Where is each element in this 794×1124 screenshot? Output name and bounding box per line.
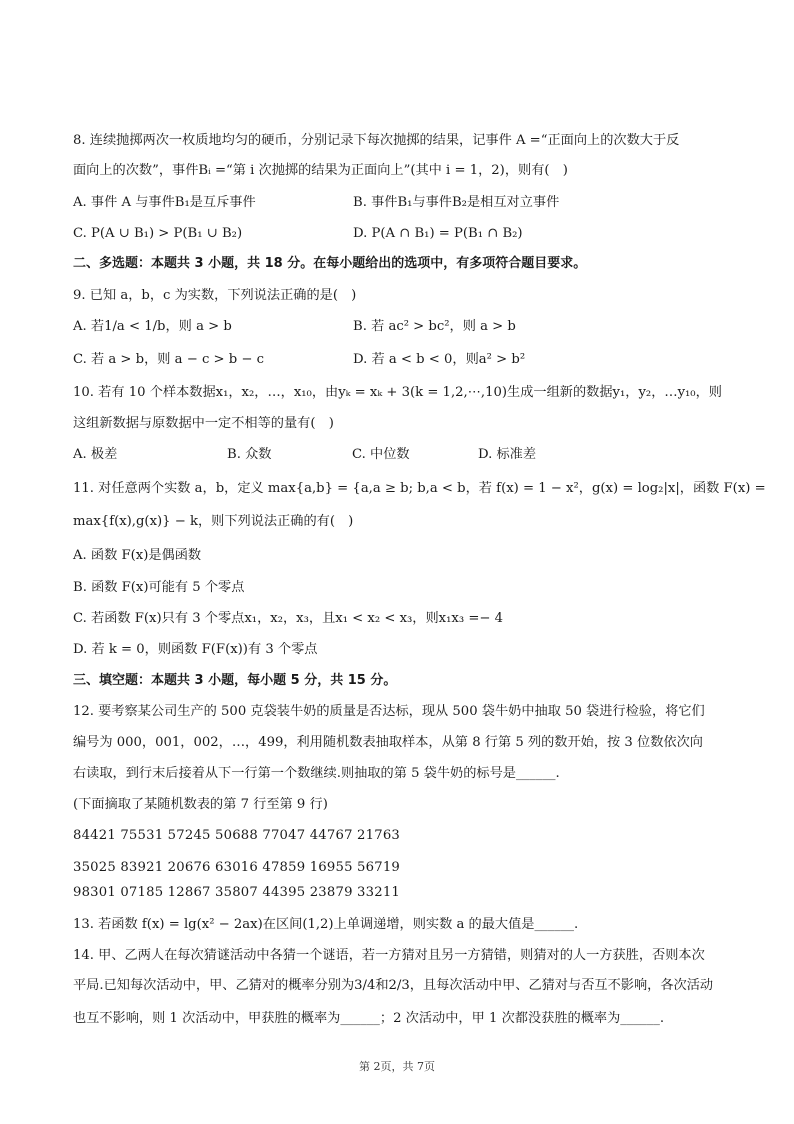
random-table-row-7: 84421 75531 57245 50688 77047 44767 21763: [73, 828, 401, 843]
q14-stem-line3: 也互不影响，则 1 次活动中，甲获胜的概率为______；2 次活动中，甲 1 次都没获胜的概率为______.: [73, 1011, 665, 1026]
q9-option-d: D. 若 a < b < 0，则a² > b²: [353, 352, 526, 367]
q11-stem-line1: 11. 对任意两个实数 a，b，定义 max{a,b} = {a,a ≥ b; b,a < b，若 f(x) = 1 − x²，g(x) = log₂|x|，函数 F(x) =: [73, 481, 766, 496]
page-footer: 第 2页，共 7页: [359, 1060, 435, 1073]
q11-option-a: A. 函数 F(x)是偶函数: [73, 548, 202, 563]
random-table-row-8: 35025 83921 20676 63016 47859 16955 56719: [73, 860, 401, 875]
q11-option-b: B. 函数 F(x)可能有 5 个零点: [73, 580, 245, 595]
q10-stem-line2: 这组新数据与原数据中一定不相等的量有( ): [73, 416, 334, 431]
q14-stem-line2: 平局.已知每次活动中，甲、乙猜对的概率分别为3/4和2/3，且每次活动中甲、乙猜对与否互不影响，各次活动: [73, 978, 714, 993]
q10-option-a: A. 极差: [73, 447, 118, 462]
q12-table-note: (下面摘取了某随机数表的第 7 行至第 9 行): [73, 797, 328, 812]
q9-option-b: B. 若 ac² > bc²，则 a > b: [353, 319, 516, 334]
q9-stem: 9. 已知 a，b，c 为实数，下列说法正确的是( ): [73, 288, 357, 303]
question-13: 13. 若函数 f(x) = lg(x² − 2ax)在区间(1,2)上单调递增，则实数 a 的最大值是______.: [73, 917, 579, 932]
q12-stem-line2: 编号为 000，001，002，…，499，利用随机数表抽取样本，从第 8 行第 5 列的数开始，按 3 位数依次向: [73, 735, 703, 750]
q12-stem-line3: 右读取，到行末后接着从下一行第一个数继续.则抽取的第 5 袋牛奶的标号是______.: [73, 766, 560, 781]
q11-stem-line2: max{f(x),g(x)} − k，则下列说法正确的有( ): [73, 514, 354, 529]
section-3-heading: 三、填空题：本题共 3 小题，每小题 5 分，共 15 分。: [73, 673, 397, 688]
q10-option-d: D. 标准差: [478, 447, 537, 462]
q10-option-b: B. 众数: [227, 447, 272, 462]
random-table-row-9: 98301 07185 12867 35807 44395 23879 33211: [73, 885, 401, 900]
q8-stem-line1: 8. 连续抛掷两次一枚质地均匀的硬币，分别记录下每次抛掷的结果，记事件 A =“正面向上的次数大于反: [73, 133, 680, 148]
q8-option-d: D. P(A ∩ B₁) = P(B₁ ∩ B₂): [353, 226, 523, 241]
q11-option-c: C. 若函数 F(x)只有 3 个零点x₁，x₂，x₃，且x₁ < x₂ < x₃，则x₁x₃ =− 4: [73, 611, 504, 626]
q8-option-c: C. P(A ∪ B₁) > P(B₁ ∪ B₂): [73, 226, 243, 241]
q12-stem-line1: 12. 要考察某公司生产的 500 克袋装牛奶的质量是否达标，现从 500 袋牛奶中抽取 50 袋进行检验，将它们: [73, 704, 705, 719]
q9-option-c: C. 若 a > b，则 a − c > b − c: [73, 352, 265, 367]
q10-option-c: C. 中位数: [352, 447, 410, 462]
q8-option-a: A. 事件 A 与事件B₁是互斥事件: [73, 195, 256, 210]
q11-option-d: D. 若 k = 0，则函数 F(F(x))有 3 个零点: [73, 642, 318, 657]
q14-stem-line1: 14. 甲、乙两人在每次猜谜活动中各猜一个谜语，若一方猜对且另一方猜错，则猜对的人一方获胜，否则本次: [73, 948, 705, 963]
q10-stem-line1: 10. 若有 10 个样本数据x₁，x₂，…，x₁₀，由yₖ = xₖ + 3(k = 1,2,⋯,10)生成一组新的数据y₁，y₂，…y₁₀，则: [73, 385, 722, 400]
q9-option-a: A. 若1/a < 1/b，则 a > b: [73, 319, 232, 334]
q8-option-b: B. 事件B₁与事件B₂是相互对立事件: [353, 195, 560, 210]
q8-stem-line2: 面向上的次数”，事件Bᵢ =“第 i 次抛掷的结果为正面向上”(其中 i = 1，2)，则有( ): [73, 163, 568, 178]
section-2-heading: 二、多选题：本题共 3 小题，共 18 分。在每小题给出的选项中，有多项符合题目要求。: [73, 256, 587, 271]
